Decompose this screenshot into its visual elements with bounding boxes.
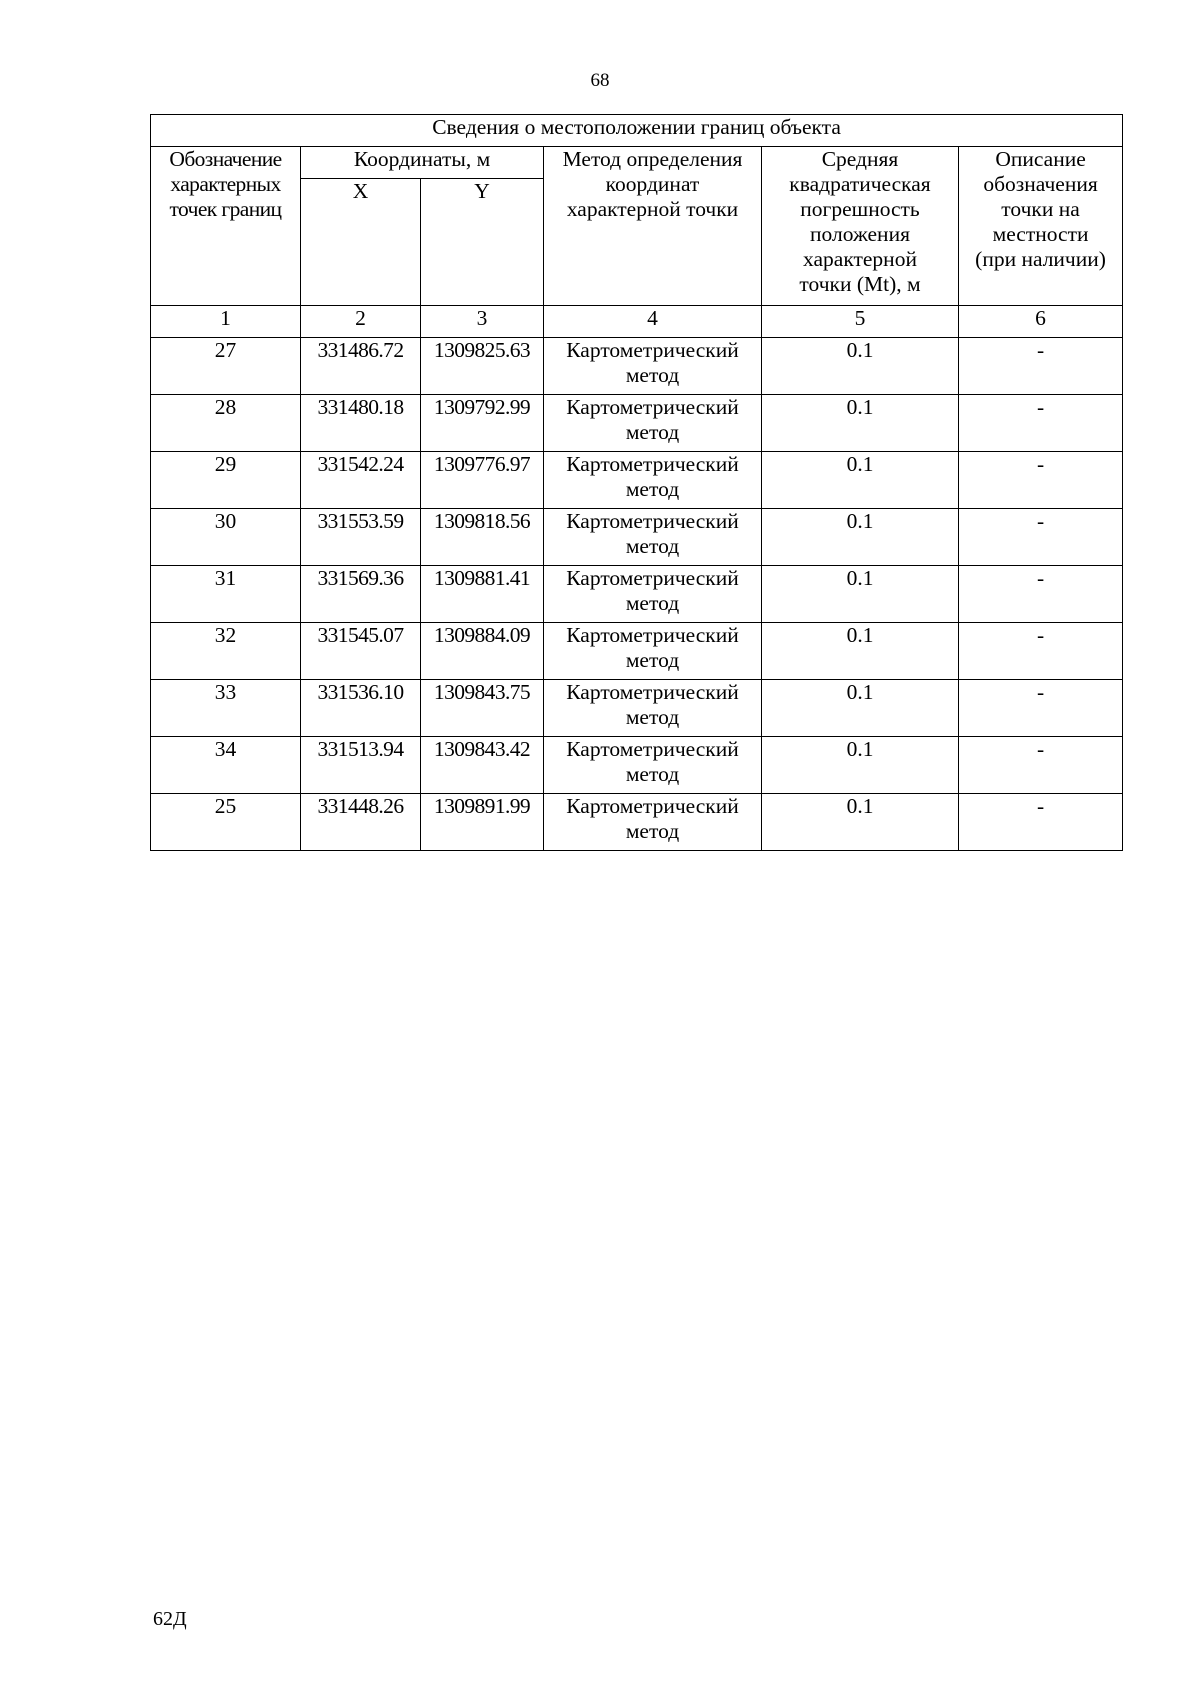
cell-method: Картометрический метод [544, 566, 762, 623]
table-title-row [151, 115, 1123, 147]
header-x: X [301, 179, 421, 306]
cell-x: 331536.10 [301, 680, 421, 737]
header-point-designation: Обозначение характерных точек границ [151, 147, 301, 306]
cell-x: 331545.07 [301, 623, 421, 680]
table-row [151, 452, 1123, 509]
table-row [151, 680, 1123, 737]
cell-y: 1309884.09 [421, 623, 544, 680]
column-number: 4 [544, 306, 762, 338]
cell-description: - [959, 395, 1123, 452]
cell-x: 331513.94 [301, 737, 421, 794]
footer-document-code: 62Д [153, 1608, 187, 1630]
cell-point: 28 [151, 395, 301, 452]
cell-error: 0.1 [762, 566, 959, 623]
cell-method: Картометрический метод [544, 452, 762, 509]
header-method: Метод определения координат характерной точки [544, 147, 762, 306]
cell-x: 331553.59 [301, 509, 421, 566]
table-row [151, 338, 1123, 395]
cell-method: Картометрический метод [544, 680, 762, 737]
table-row [151, 566, 1123, 623]
cell-method: Картометрический метод [544, 395, 762, 452]
cell-x: 331448.26 [301, 794, 421, 851]
header-description: Описание обозначения точки на местности (при наличии) [959, 147, 1123, 306]
cell-point: 34 [151, 737, 301, 794]
column-number: 1 [151, 306, 301, 338]
column-numbers-row [151, 306, 1123, 338]
cell-error: 0.1 [762, 395, 959, 452]
cell-method: Картометрический метод [544, 794, 762, 851]
column-number: 6 [959, 306, 1123, 338]
cell-point: 33 [151, 680, 301, 737]
cell-y: 1309818.56 [421, 509, 544, 566]
page-number: 68 [590, 70, 610, 91]
cell-y: 1309881.41 [421, 566, 544, 623]
table-title: Сведения о местоположении границ объекта [151, 115, 1123, 147]
cell-description: - [959, 737, 1123, 794]
header-coordinates: Координаты, м [301, 147, 544, 179]
cell-point: 27 [151, 338, 301, 395]
cell-x: 331569.36 [301, 566, 421, 623]
cell-x: 331542.24 [301, 452, 421, 509]
cell-y: 1309843.75 [421, 680, 544, 737]
cell-description: - [959, 794, 1123, 851]
cell-error: 0.1 [762, 794, 959, 851]
table-row [151, 509, 1123, 566]
cell-method: Картометрический метод [544, 623, 762, 680]
cell-error: 0.1 [762, 623, 959, 680]
column-number: 3 [421, 306, 544, 338]
cell-description: - [959, 623, 1123, 680]
cell-point: 25 [151, 794, 301, 851]
cell-method: Картометрический метод [544, 338, 762, 395]
boundary-coordinates-table [150, 114, 1123, 851]
cell-y: 1309825.63 [421, 338, 544, 395]
cell-method: Картометрический метод [544, 509, 762, 566]
cell-y: 1309776.97 [421, 452, 544, 509]
header-mean-square-error: Средняя квадратическая погрешность положения характерной точки (Mt), м [762, 147, 959, 306]
cell-error: 0.1 [762, 338, 959, 395]
cell-error: 0.1 [762, 680, 959, 737]
cell-description: - [959, 338, 1123, 395]
cell-description: - [959, 680, 1123, 737]
cell-x: 331480.18 [301, 395, 421, 452]
cell-error: 0.1 [762, 509, 959, 566]
cell-y: 1309843.42 [421, 737, 544, 794]
cell-error: 0.1 [762, 452, 959, 509]
table-row [151, 395, 1123, 452]
cell-description: - [959, 452, 1123, 509]
cell-description: - [959, 566, 1123, 623]
cell-y: 1309792.99 [421, 395, 544, 452]
cell-x: 331486.72 [301, 338, 421, 395]
cell-point: 31 [151, 566, 301, 623]
cell-point: 29 [151, 452, 301, 509]
header-row [151, 147, 1123, 179]
cell-method: Картометрический метод [544, 737, 762, 794]
column-number: 2 [301, 306, 421, 338]
column-number: 5 [762, 306, 959, 338]
cell-description: - [959, 509, 1123, 566]
cell-y: 1309891.99 [421, 794, 544, 851]
table-row [151, 794, 1123, 851]
table-row [151, 623, 1123, 680]
header-y: Y [421, 179, 544, 306]
table-row [151, 737, 1123, 794]
cell-point: 32 [151, 623, 301, 680]
cell-error: 0.1 [762, 737, 959, 794]
cell-point: 30 [151, 509, 301, 566]
